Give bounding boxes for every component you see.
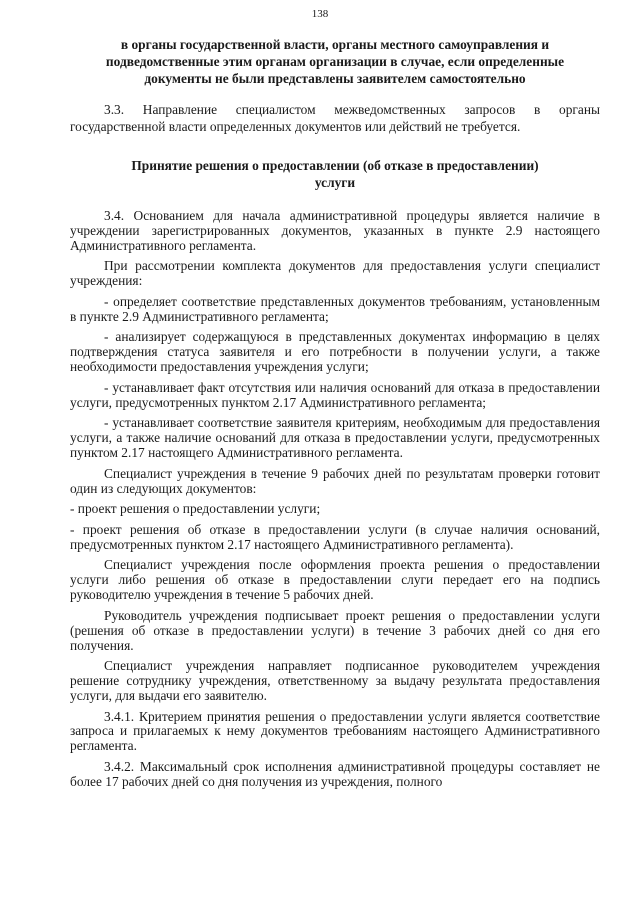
list-item: - анализирует содержащуюся в представленных документах информацию в целях подтверждения статуса заявителя и его потребности в получении услуги, а также необходимости предоставления учреждения услуги; (70, 329, 600, 375)
heading-line: Принятие решения о предоставлении (об отказе в предоставлении) (131, 158, 539, 173)
heading-interagency-requests (70, 36, 600, 87)
page-number: 138 (311, 8, 329, 20)
list-item: - определяет соответствие представленных документов требованиям, установленным в пункте 2.9 Административного регламента; (70, 293, 600, 324)
paragraph: При рассмотрении комплекта документов для предоставления услуги специалист учреждения: (70, 258, 600, 289)
heading-line: в органы государственной власти, органы местного самоуправления и (120, 37, 550, 52)
paragraph-3-3: 3.3. Направление специалистом межведомственных запросов в органы государственной власти определенных документов или действий не требуется. (70, 102, 600, 134)
list-item: - устанавливает факт отсутствия или наличия оснований для отказа в предоставлении услуги, предусмотренных пунктом 2.17 Административного регламента; (70, 379, 600, 410)
paragraph: Специалист учреждения после оформления проекта решения о предоставлении услуги либо решения об отказе в предоставлении слуги передает его на подпись руководителю учреждения в течение 5 рабочих дней. (70, 557, 600, 603)
heading-line: услуги (314, 175, 356, 190)
heading-line: подведомственные этим органам организации в случае, если определенные (105, 54, 565, 69)
paragraph: Специалист учреждения в течение 9 рабочих дней по результатам проверки готовит один из следующих документов: (70, 465, 600, 496)
paragraph-3-4: 3.4. Основанием для начала административной процедуры является наличие в учреждении зарегистрированных документов, указанных в пункте 2.9 настоящего Административного регламента. (70, 208, 600, 253)
paragraph-3-4-1: 3.4.1. Критерием принятия решения о предоставлении услуги является соответствие запроса и прилагаемых к нему документов требованиям настоящего Административного регламента. (70, 708, 600, 754)
heading-line: документы не были представлены заявителем самостоятельно (144, 71, 526, 86)
document-body (70, 209, 600, 790)
list-item: - проект решения об отказе в предоставлении услуги (в случае наличия оснований, предусмотренных пунктом 2.17 настоящего Административного регламента). (70, 521, 600, 552)
paragraph: Специалист учреждения направляет подписанное руководителем учреждения решение сотруднику учреждения, ответственному за выдачу результата предоставления услуги, для выдачи его заявителю. (70, 658, 600, 703)
paragraph-3-4-2: 3.4.2. Максимальный срок исполнения административной процедуры составляет не более 17 рабочих дней со дня получения из учреждения, полного (70, 758, 600, 789)
list-item: - устанавливает соответствие заявителя критериям, необходимым для предоставления услуги, а также наличие оснований для отказа в предоставлении услуги, предусмотренных пунктом 2.17 настоящего Административного регламента. (70, 415, 600, 461)
heading-decision-section (70, 157, 600, 191)
list-item: - проект решения о предоставлении услуги; (70, 501, 321, 517)
paragraph: Руководитель учреждения подписывает проект решения о предоставлении услуги (решения об отказе в предоставлении услуги) в течение 3 рабочих дней со дня его получения. (70, 607, 600, 653)
